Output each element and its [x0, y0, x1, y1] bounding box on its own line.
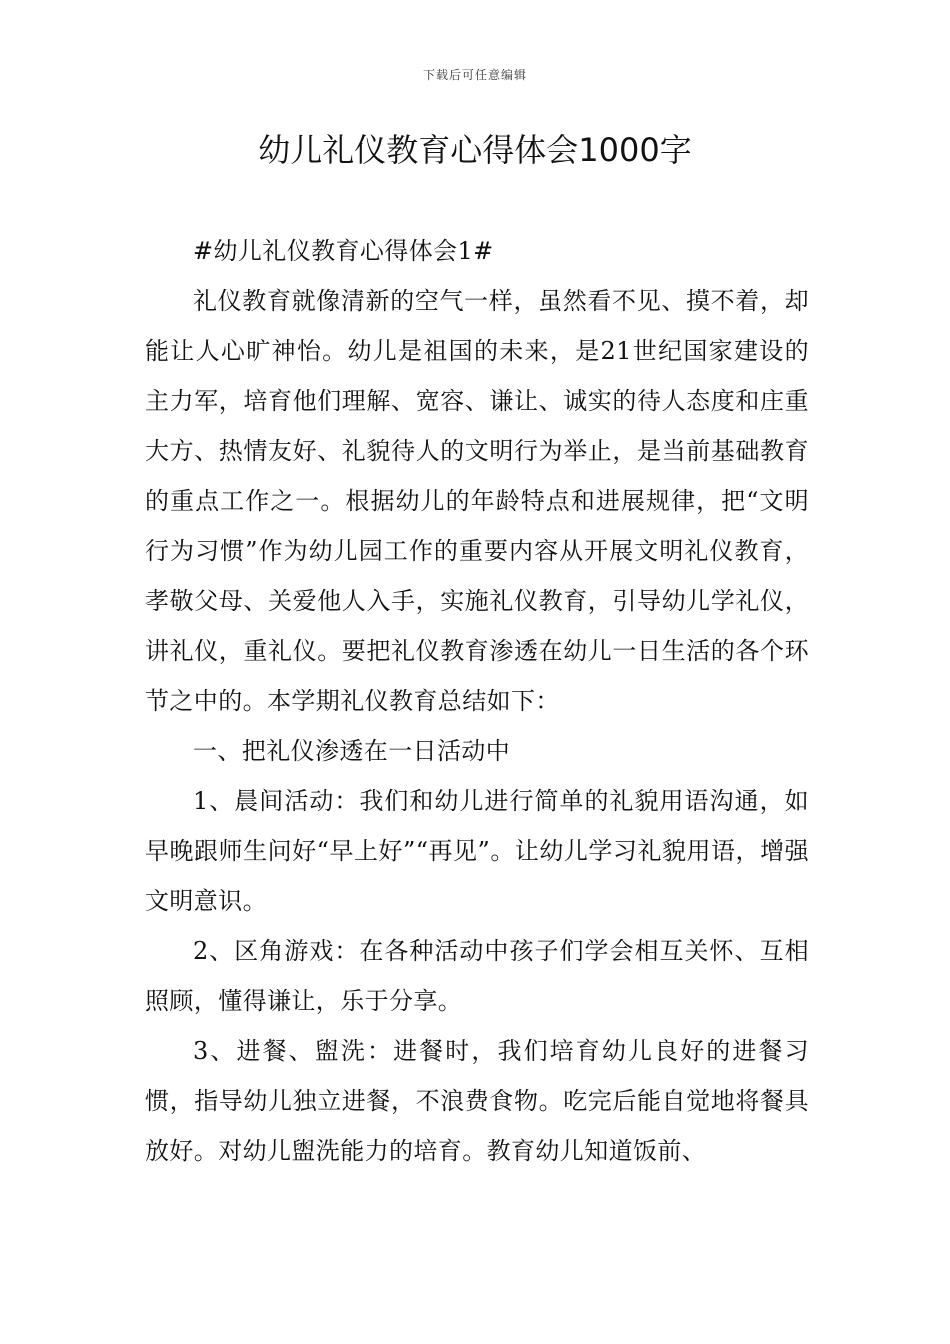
- body-paragraph: 礼仪教育就像清新的空气一样，虽然看不见、摸不着，却能让人心旷神怡。幼儿是祖国的未来，是21世纪国家建设的主力军，培育他们理解、宽容、谦让、诚实的待人态度和庄重大方、热情友好、礼貌待人的文明行为举止，是当前基础教育的重点工作之一。根据幼儿的年龄特点和进展规律，把“文明行为习惯”作为幼儿园工作的重要内容从开展文明礼仪教育，孝敬父母、关爱他人入手，实施礼仪教育，引导幼儿学礼仪，讲礼仪，重礼仪。要把礼仪教育渗透在幼儿一日生活的各个环节之中的。本学期礼仪教育总结如下：: [145, 287, 809, 715]
- section-heading: #幼儿礼仪教育心得体会1#: [193, 237, 494, 265]
- subsection-heading: 一、把礼仪渗透在一日活动中: [193, 737, 511, 765]
- header-note: 下载后可任意编辑: [422, 68, 527, 82]
- body-paragraph: 1、晨间活动：我们和幼儿进行简单的礼貌用语沟通，如早晚跟师生问好“早上好”“再见”。让幼儿学习礼貌用语，增强文明意识。: [145, 787, 809, 915]
- document-body: [145, 226, 809, 1176]
- body-paragraph: 2、区角游戏：在各种活动中孩子们学会相互关怀、互相照顾，懂得谦让，乐于分享。: [145, 937, 809, 1015]
- document-title: 幼儿礼仪教育心得体会1000字: [258, 131, 692, 169]
- body-paragraph: 3、进餐、盥洗：进餐时，我们培育幼儿良好的进餐习惯，指导幼儿独立进餐，不浪费食物。吃完后能自觉地将餐具放好。对幼儿盥洗能力的培育。教育幼儿知道饭前、: [145, 1037, 809, 1165]
